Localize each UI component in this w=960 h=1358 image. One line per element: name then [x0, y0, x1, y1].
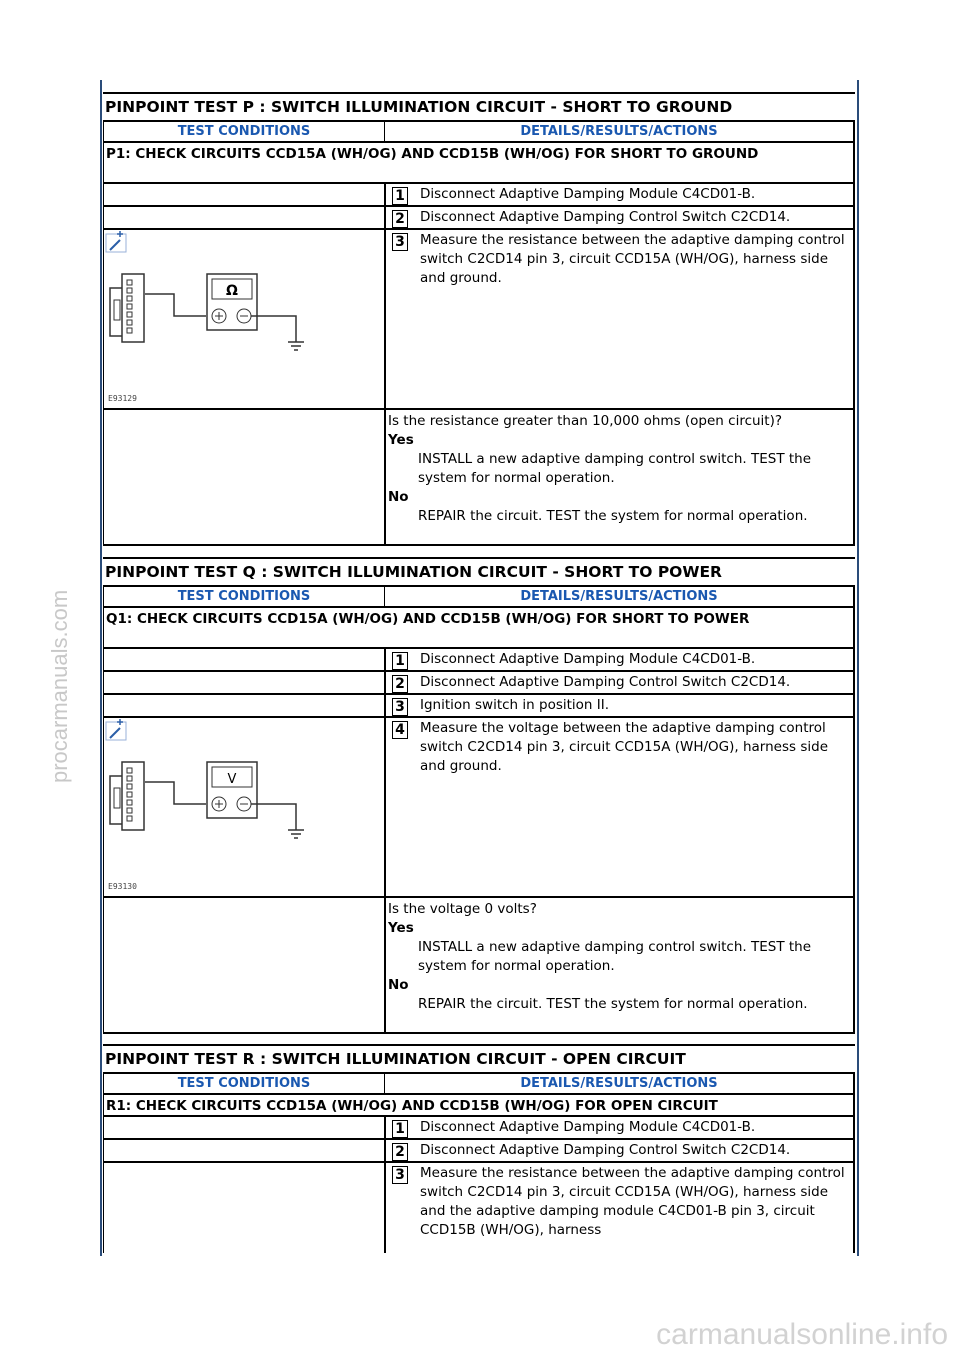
pinpoint-test-q [103, 557, 855, 1034]
bottom-watermark: carmanualsonline.info [656, 1318, 948, 1351]
step-title: R1: CHECK CIRCUITS CCD15A (WH/OG) AND CCD15B (WH/OG) FOR OPEN CIRCUIT [103, 1095, 855, 1117]
test-title: PINPOINT TEST P : SWITCH ILLUMINATION CIRCUIT - SHORT TO GROUND [103, 92, 855, 122]
instruction-text: Disconnect Adaptive Damping Control Switch C2CD14. [420, 209, 791, 225]
diagram-cell [104, 230, 386, 408]
instruction-row [103, 1117, 855, 1140]
instruction-text: Disconnect Adaptive Damping Control Switch C2CD14. [420, 1142, 791, 1158]
step-number: 1 [392, 1120, 408, 1138]
conditions-cell [104, 695, 386, 716]
result-row [103, 410, 855, 546]
conditions-cell [104, 649, 386, 670]
conditions-cell [104, 1163, 386, 1253]
pinpoint-test-p [103, 92, 855, 546]
step-number: 1 [392, 187, 408, 205]
table-header [103, 587, 855, 608]
instruction-cell [386, 207, 853, 228]
step-number: 3 [392, 698, 408, 716]
page-border-right [857, 80, 859, 1256]
figure-code: E93130 [108, 882, 137, 891]
instruction-text: Measure the resistance between the adaptive damping control switch C2CD14 pin 3, circuit CCD15A (WH/OG), harness side and ground. [420, 232, 845, 286]
no-label: No [388, 977, 409, 993]
instruction-cell [386, 649, 853, 670]
ohmmeter-icon [207, 274, 257, 330]
figure-code: E93129 [108, 394, 137, 403]
step-number: 3 [392, 1166, 408, 1184]
page-border-left [100, 80, 102, 1256]
result-cell [386, 410, 853, 544]
conditions-cell [104, 672, 386, 693]
yes-label: Yes [388, 432, 414, 448]
instruction-row [103, 1140, 855, 1163]
step-title: P1: CHECK CIRCUITS CCD15A (WH/OG) AND CCD15B (WH/OG) FOR SHORT TO GROUND [103, 143, 855, 184]
step-number: 2 [392, 210, 408, 228]
conditions-cell [104, 1140, 386, 1161]
header-test-conditions: TEST CONDITIONS [104, 587, 385, 606]
question-text: Is the resistance greater than 10,000 ohms (open circuit)? [388, 413, 783, 429]
meter-symbol: V [227, 772, 237, 787]
instruction-row [103, 1163, 855, 1253]
conditions-cell [104, 410, 386, 544]
no-action: REPAIR the circuit. TEST the system for normal operation. [418, 996, 808, 1012]
step-number: 3 [392, 233, 408, 251]
conditions-cell [104, 207, 386, 228]
instruction-row [103, 184, 855, 207]
table-header [103, 1074, 855, 1095]
conditions-cell [104, 898, 386, 1032]
instruction-row [103, 207, 855, 230]
instruction-text: Disconnect Adaptive Damping Control Switch C2CD14. [420, 674, 791, 690]
instruction-text: Measure the voltage between the adaptive damping control switch C2CD14 pin 3, circuit CCD15A (WH/OG), harness side and ground. [420, 720, 828, 774]
header-details: DETAILS/RESULTS/ACTIONS [520, 124, 718, 139]
diagram-cell [104, 718, 386, 896]
yes-action: INSTALL a new adaptive damping control switch. TEST the system for normal operation. [418, 939, 812, 974]
instruction-cell [386, 230, 853, 408]
ground-icon [288, 830, 304, 838]
yes-action: INSTALL a new adaptive damping control switch. TEST the system for normal operation. [418, 451, 812, 486]
instruction-row [103, 672, 855, 695]
instruction-cell [386, 695, 853, 716]
zoom-icon[interactable] [106, 719, 126, 740]
test-title: PINPOINT TEST Q : SWITCH ILLUMINATION CIRCUIT - SHORT TO POWER [103, 557, 855, 587]
connector-icon [110, 762, 144, 830]
instruction-text: Disconnect Adaptive Damping Module C4CD01-B. [420, 651, 756, 667]
conditions-cell [104, 184, 386, 205]
result-row [103, 898, 855, 1034]
instruction-cell [386, 718, 853, 896]
header-test-conditions: TEST CONDITIONS [104, 1074, 385, 1093]
test-title: PINPOINT TEST R : SWITCH ILLUMINATION CIRCUIT - OPEN CIRCUIT [103, 1044, 855, 1074]
instruction-cell [386, 672, 853, 693]
meter-symbol: Ω [226, 283, 238, 299]
instruction-text: Disconnect Adaptive Damping Module C4CD01-B. [420, 186, 756, 202]
instruction-cell [386, 184, 853, 205]
voltmeter-diagram [104, 718, 384, 896]
step-number: 2 [392, 1143, 408, 1161]
instruction-row [103, 718, 855, 898]
conditions-cell [104, 1117, 386, 1138]
instruction-text: Measure the resistance between the adaptive damping control switch C2CD14 pin 3, circuit CCD15A (WH/OG), harness side and the adaptive damping module C4CD01-B pin 3, circuit CCD15B (WH/OG), harness [420, 1165, 845, 1238]
ground-icon [288, 342, 304, 350]
header-details: DETAILS/RESULTS/ACTIONS [520, 589, 718, 604]
step-number: 2 [392, 675, 408, 693]
step-title: Q1: CHECK CIRCUITS CCD15A (WH/OG) AND CCD15B (WH/OG) FOR SHORT TO POWER [103, 608, 855, 649]
instruction-row [103, 649, 855, 672]
header-test-conditions: TEST CONDITIONS [104, 122, 385, 141]
instruction-cell [386, 1140, 853, 1161]
pinpoint-test-r [103, 1044, 855, 1253]
instruction-cell [386, 1117, 853, 1138]
instruction-row [103, 230, 855, 410]
question-text: Is the voltage 0 volts? [388, 901, 537, 917]
instruction-cell [386, 1163, 853, 1253]
result-cell [386, 898, 853, 1032]
no-label: No [388, 489, 409, 505]
instruction-row [103, 695, 855, 718]
table-header [103, 122, 855, 143]
yes-label: Yes [388, 920, 414, 936]
no-action: REPAIR the circuit. TEST the system for normal operation. [418, 508, 808, 524]
connector-icon [110, 274, 144, 342]
step-number: 1 [392, 652, 408, 670]
instruction-text: Ignition switch in position II. [420, 697, 610, 713]
side-watermark: procarmanuals.com [47, 589, 72, 783]
ohmmeter-diagram [104, 230, 384, 408]
instruction-text: Disconnect Adaptive Damping Module C4CD01-B. [420, 1119, 756, 1135]
step-number: 4 [392, 721, 408, 739]
zoom-icon[interactable] [106, 231, 126, 252]
voltmeter-icon [207, 762, 257, 818]
header-details: DETAILS/RESULTS/ACTIONS [520, 1076, 718, 1091]
